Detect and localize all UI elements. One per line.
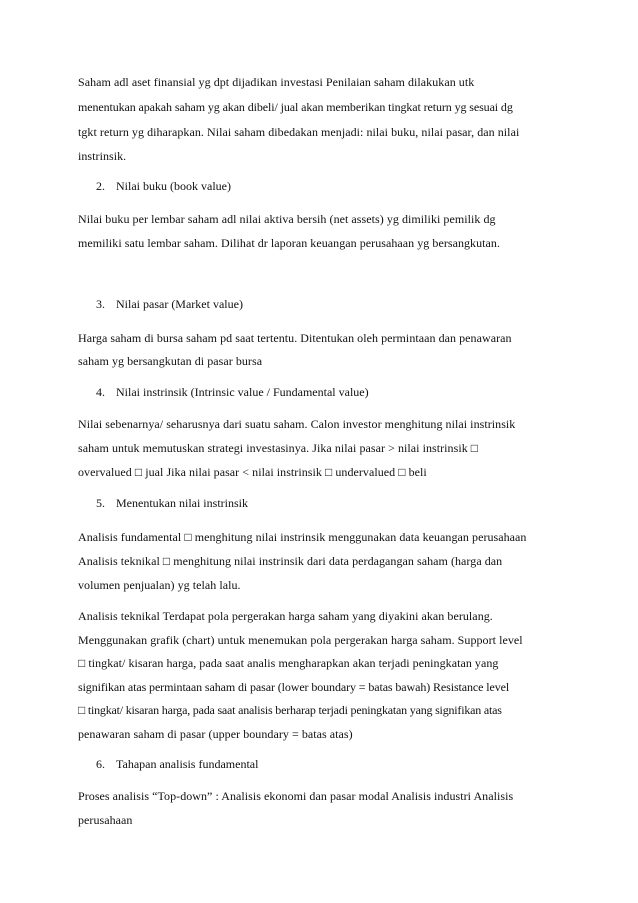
list-number: 3. [96, 297, 105, 311]
list-item-heading [96, 757, 258, 771]
paragraph-line: Analisis fundamental □ menghitung nilai instrinsik menggunakan data keuangan perusahaan [78, 530, 527, 544]
list-number: 6. [96, 757, 105, 771]
paragraph-line: Menggunakan grafik (chart) untuk menemukan pola pergerakan harga saham. Support level [78, 633, 523, 647]
list-number: 5. [96, 496, 105, 510]
paragraph-line: saham untuk memutuskan strategi investasinya. Jika nilai pasar > nilai instrinsik □ [78, 441, 479, 455]
list-heading-text: Nilai instrinsik (Intrinsic value / Fundamental value) [116, 385, 369, 399]
list-number: 4. [96, 385, 105, 399]
paragraph-line: Harga saham di bursa saham pd saat tertentu. Ditentukan oleh permintaan dan penawaran [78, 331, 512, 345]
list-heading-text: Nilai buku (book value) [116, 179, 231, 193]
paragraph-line: penawaran saham di pasar (upper boundary = batas atas) [78, 727, 353, 741]
paragraph-line: □ tingkat/ kisaran harga, pada saat analis mengharapkan akan terjadi peningkatan yang [78, 656, 499, 670]
paragraph-line: Nilai sebenarnya/ seharusnya dari suatu saham. Calon investor menghitung nilai instrinsik [78, 417, 516, 431]
paragraph-line: □ tingkat/ kisaran harga, pada saat analisis berharap terjadi peningkatan yang signifikan atas [78, 703, 502, 717]
paragraph-line: Saham adl aset finansial yg dpt dijadikan investasi Penilaian saham dilakukan utk [78, 75, 475, 89]
paragraph-line: menentukan apakah saham yg akan dibeli/ jual akan memberikan tingkat return yg sesuai dg [78, 100, 513, 114]
paragraph-line: Analisis teknikal □ menghitung nilai instrinsik dari data perdagangan saham (harga dan [78, 554, 503, 568]
paragraph-line: memiliki satu lembar saham. Dilihat dr laporan keuangan perusahaan yg bersangkutan. [78, 236, 501, 250]
paragraph-line: Analisis teknikal Terdapat pola pergerakan harga saham yang diyakini akan berulang. [78, 609, 493, 623]
paragraph-line: saham yg bersangkutan di pasar bursa [78, 354, 263, 368]
list-heading-text: Nilai pasar (Market value) [116, 297, 243, 311]
list-number: 2. [96, 179, 105, 193]
paragraph-line: volumen penjualan) yg telah lalu. [78, 578, 241, 592]
paragraph-line: Proses analisis “Top-down” : Analisis ekonomi dan pasar modal Analisis industri Analisis [78, 789, 514, 803]
paragraph-line: overvalued □ jual Jika nilai pasar < nilai instrinsik □ undervalued □ beli [78, 465, 427, 479]
paragraph-line: instrinsik. [78, 149, 127, 163]
paragraph-line: tgkt return yg diharapkan. Nilai saham dibedakan menjadi: nilai buku, nilai pasar, dan nilai [78, 125, 520, 139]
list-item-heading [96, 297, 243, 311]
paragraph-line: perusahaan [78, 813, 133, 827]
paragraph-line: signifikan atas permintaan saham di pasar (lower boundary = batas bawah) Resistance level [78, 680, 510, 694]
list-item-heading [96, 385, 369, 399]
list-heading-text: Tahapan analisis fundamental [116, 757, 259, 771]
list-item-heading [96, 496, 248, 510]
paragraph-line: Nilai buku per lembar saham adl nilai aktiva bersih (net assets) yg dimiliki pemilik dg [78, 212, 496, 226]
list-heading-text: Menentukan nilai instrinsik [116, 496, 248, 510]
list-item-heading [96, 179, 231, 193]
